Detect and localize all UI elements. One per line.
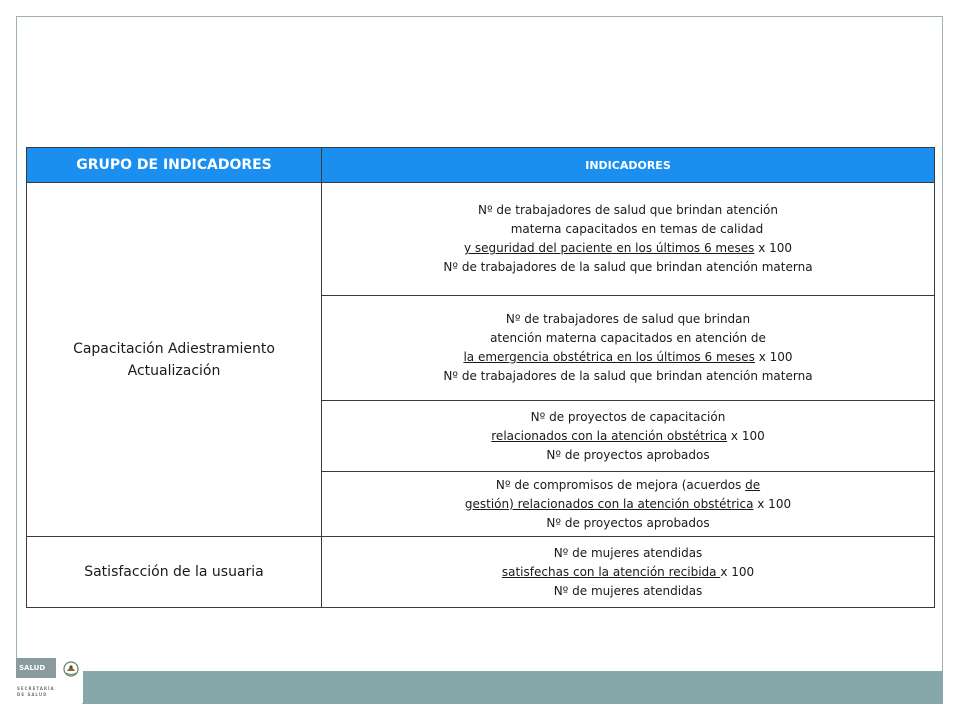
numerator-line — [322, 427, 934, 446]
multiplier: x 100 — [754, 350, 793, 364]
multiplier: x 100 — [720, 564, 755, 579]
numerator-line — [322, 476, 934, 495]
numerator-line — [322, 495, 934, 514]
indicator-formula — [322, 401, 935, 472]
numerator-line: atención materna capacitados en atención de — [490, 331, 766, 345]
salud-logo-subtitle — [17, 686, 55, 698]
header-group: GRUPO DE INDICADORES — [27, 148, 322, 183]
table-row — [27, 537, 935, 608]
numerator-line: Nº de proyectos de capacitación — [530, 409, 726, 424]
numerator-line: Nº de mujeres atendidas — [553, 545, 703, 560]
indicators-table — [26, 147, 935, 608]
group-cell: Capacitación Adiestramiento Actualización — [27, 183, 322, 537]
table-header-row — [27, 148, 935, 183]
numerator-line: Nº de trabajadores de salud que brindan atención — [477, 203, 778, 217]
numerator-text: Nº de compromisos de mejora (acuerdos — [495, 477, 746, 492]
numerator-line: Nº de trabajadores de salud que brindan — [505, 312, 751, 326]
numerator-underlined: relacionados con la atención obstétrica — [491, 428, 728, 443]
indicator-formula — [322, 472, 935, 537]
numerator-line — [322, 348, 934, 367]
denominator-line: Nº de trabajadores de la salud que brindan atención materna — [443, 369, 813, 383]
table-row — [27, 183, 935, 296]
multiplier: x 100 — [753, 496, 792, 511]
numerator-underlined: satisfechas con la atención recibida — [501, 564, 721, 579]
numerator-line — [322, 239, 934, 258]
numerator-line: materna capacitados en temas de calidad — [510, 222, 764, 236]
numerator-underlined: la emergencia obstétrica en los últimos 6 meses — [463, 350, 755, 364]
mexican-coat-of-arms-icon — [62, 660, 80, 678]
denominator-line: Nº de mujeres atendidas — [553, 583, 703, 598]
denominator-line: Nº de trabajadores de la salud que brindan atención materna — [443, 260, 813, 274]
footer-bar — [83, 671, 943, 704]
group-cell: Satisfacción de la usuaria — [27, 537, 322, 608]
numerator-underlined: de — [745, 477, 761, 492]
logo-subtitle-line: SECRETARÍA — [17, 686, 55, 691]
header-indicators: INDICADORES — [322, 148, 935, 183]
multiplier: x 100 — [754, 241, 793, 255]
numerator-line — [322, 563, 934, 582]
numerator-underlined: gestión) relacionados con la atención obstétrica — [464, 496, 754, 511]
multiplier: x 100 — [727, 428, 765, 443]
numerator-underlined: y seguridad del paciente en los últimos 6 meses — [463, 241, 755, 255]
indicator-formula — [322, 183, 935, 296]
indicator-formula — [322, 296, 935, 401]
indicator-formula — [322, 537, 935, 608]
denominator-line: Nº de proyectos aprobados — [546, 515, 710, 530]
salud-logo — [16, 658, 82, 704]
denominator-line: Nº de proyectos aprobados — [546, 447, 710, 462]
salud-logo-label: SALUD — [16, 658, 56, 678]
logo-subtitle-line: DE SALUD — [17, 692, 48, 697]
